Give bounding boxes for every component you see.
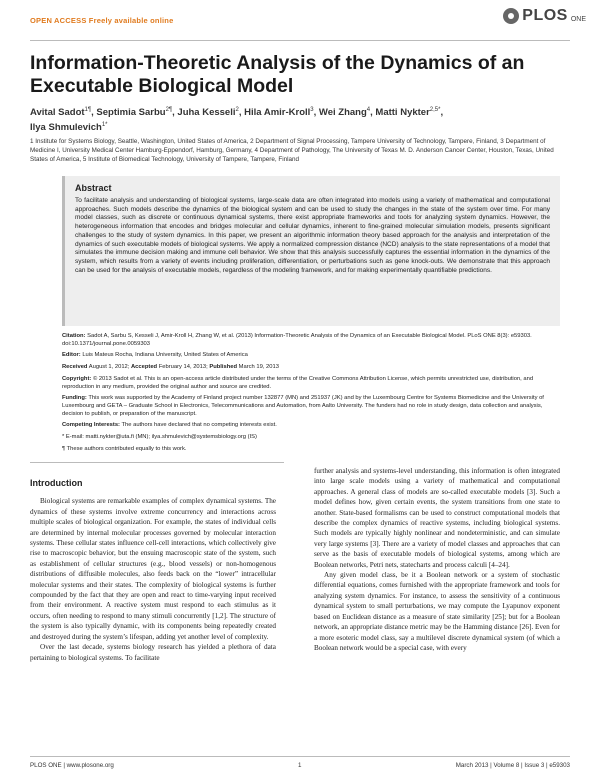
- plos-logo-text: PLOS: [522, 7, 568, 24]
- author: Juha Kesseli$^2$: [177, 107, 239, 119]
- competing-interests: Competing Interests: The authors have declared that no competing interests exist.: [62, 422, 277, 428]
- page-number: 1: [298, 762, 302, 769]
- author: Ilya Shmulevich$^{1*}$: [30, 122, 108, 134]
- intro-divider: [30, 462, 284, 463]
- equal-contribution-note: ¶ These authors contributed equally to this work.: [62, 446, 187, 452]
- editor: Editor: Luis Mateus Rocha, Indiana University, United States of America: [62, 352, 248, 358]
- author: Avital Sadot$^{1\P}$: [30, 107, 92, 119]
- author: Hila Amir-Kroll$^3$: [244, 107, 314, 119]
- author: Septimia Sarbu$^{2\P}$: [96, 107, 173, 119]
- funding: Funding: This work was supported by the Academy of Finland project number 132877 (MN) and 251937 (JK) and by the Luxembourg Centre for Systems Biomedicine and the University of Luxembourg and GETA – Graduate School in Electronics, Telecommunications and Automation, from Aalto University. The funders had no role in study design, data collection and analysis, decision to publish, or preparation of the manuscript.: [62, 395, 544, 417]
- body-paragraph: Any given model class, be it a Boolean network or a system of stochastic differential equations, comes furnished with the appropriate framework and tools for analyzing system dynamics. For instance, to assess the sensitivity of a continuous dynamical system to small perturbations, we may compute the Lyapunov exponent based on Euclidean distance as a measure of state similarity [25]; but for a Boolean network, an appropriate distance metric may be the Hamming distance [26]. Even for a more esoteric model class, say a multilevel discrete dynamical system (of which a Boolean network would be a special case, with every: [314, 571, 560, 652]
- citation: Citation: Sadot A, Sarbu S, Kesseli J, Amir-Kroll H, Zhang W, et al. (2013) Information-Theoretic Analysis of the Dynamics of an Executable Biological Model. PLoS ONE 8(3): e59303. doi:10.1371/journal.pone.0059303: [62, 333, 532, 347]
- body-paragraph: further analysis and systems-level understanding, this information is often integrated into large scale models using a variety of mathematical and computational approaches. A general class of models are so-called executable models [3]. Such a model defines how, given certain events, the system transitions from one state to another. State-based formalisms can be used to construct computational models that describe the complex dynamics of reactive systems, including biological systems. Such models are typically highly nonlinear and nondeterministic, and can simulate very large systems [3]. There are a variety of model classes and approaches that can serve as the basis of executable models of biological systems, among which are Boolean networks, Petri nets, statecharts and process calculi [4–24].: [314, 467, 560, 569]
- footer-divider: [30, 756, 570, 757]
- abstract-heading: Abstract: [75, 183, 112, 193]
- author: Wei Zhang$^4$: [318, 107, 371, 119]
- paper-title: Information-Theoretic Analysis of the Dynamics of an Executable Biological Model: [30, 52, 525, 97]
- body-paragraph: Biological systems are remarkable examples of complex dynamical systems. The dynamics of these systems involve extreme concurrency and interactions across multiple scales of biological organization. For example, the states of individual cells are determined by internal molecular processes governed by molecular interaction systems. These cellular states influence cell-cell interactions, which collectively give rise to macroscopic behavior, but the ensuing macroscopic state of the system, such as establishment of cellular structures (e.g., blood vessels) or non-homogenous distributions of diffusible molecules, also feeds back on the “lower” intracellular molecular systems and their states. The complexity of biological systems is further compounded by the fact that they are open and react to time-varying input received from their environment. A reactive system must respond to each stimulus as it occurs, often needing to respond to many stimuli concurrently [1,2]. The structure of the system is also typically dynamic, with its components being repeatedly created and destroyed during the system’s lifespan, adding yet another level of complexity.: [30, 497, 276, 641]
- open-access-badge: [30, 16, 173, 25]
- contact-email: * E-mail: matti.nykter@uta.fi (MN); ilya.shmulevich@systemsbiology.org (IS): [62, 434, 257, 440]
- author-list: Avital Sadot$^{1\P}$, Septimia Sarbu$^{2\P}$, Juha Kesseli$^2$, Hila Amir-Kroll$^3$, Wei Zhang$^4$, Matti Nykter$^{2,5*}$, Ilya Shmulevich$^{1*}$: [30, 107, 444, 134]
- body-right-column: [314, 466, 560, 653]
- body-left-column: [30, 478, 276, 663]
- open-access-label: OPEN ACCESS Freely available online: [30, 16, 174, 25]
- body-paragraph: Over the last decade, systems biology research has yielded a plethora of data pertaining to biological systems. To facilitate: [30, 643, 276, 662]
- plos-logo-sub: ONE: [570, 15, 586, 23]
- dates: Received August 1, 2012; Accepted February 14, 2013; Published March 19, 2013: [62, 364, 279, 370]
- affiliations: 1 Institute for Systems Biology, Seattle, Washington, United States of America, 2 Department of Signal Processing, Tampere University of Technology, Tampere, Finland, 3 Department of Medicine I, University Medical Center Hamburg-Eppendorf, Hamburg, Germany, 4 Department of Pathology, The University of Texas M. D. Anderson Cancer Center, Houston, Texas, United States of America, 5 Institute of Biomedical Technology, University of Tampere, Tampere, Finland: [30, 138, 554, 163]
- abstract-box: [62, 176, 560, 326]
- header-divider: [30, 40, 570, 41]
- plos-logo: [503, 7, 586, 25]
- copyright: Copyright: © 2013 Sadot et al. This is an open-access article distributed under the terms of the Creative Commons Attribution License, which permits unrestricted use, distribution, and reproduction in any medium, provided the original author and source are credited.: [62, 376, 534, 390]
- introduction-heading: Introduction: [30, 478, 83, 488]
- abstract-text: To facilitate analysis and understanding of biological systems, large-scale data are often integrated into models using a variety of mathematical and computational approaches. Such models describe the dynamics of the biological system and can be used to study the changes in the state of the system over time. For many model classes, such as discrete or continuous dynamical systems, there exist appropriate frameworks and tools for analyzing system dynamics. However, the heterogeneous information that encodes and bridges molecular and cellular dynamics, inherent to fine-grained molecular simulation models, presents significant challenges to the study of system dynamics. In this paper, we present an algorithmic information theory based approach for the analysis and interpretation of the dynamics of such executable models of biological systems. We apply a normalized compression distance (NCD) analysis to the state representations of a model that simulates the immune decision making and immune cell behavior. We show that this analysis successfully captures the essential information in the dynamics of the system, which results from a variety of events including proliferation, differentiation, or perturbations such as gene knock-outs. We demonstrate that this approach can be used for the analysis of executable models, regardless of the modeling framework, and for making experimentally quantifiable predictions.: [75, 197, 550, 274]
- footer-journal: PLOS ONE | www.plosone.org: [30, 762, 114, 769]
- author: Matti Nykter$^{2,5*}$: [375, 107, 441, 119]
- journal-header: [30, 6, 586, 32]
- plos-logo-icon: [503, 8, 519, 24]
- footer-issue: March 2013 | Volume 8 | Issue 3 | e59303: [455, 762, 570, 769]
